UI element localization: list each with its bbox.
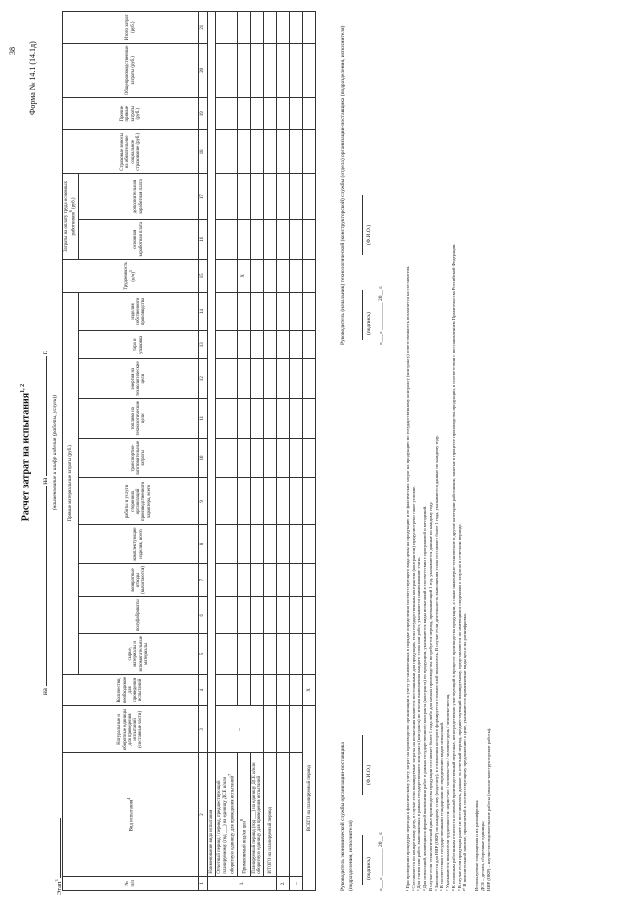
table-row: [264, 12, 277, 891]
table-cell[interactable]: [216, 259, 237, 292]
table-cell[interactable]: [216, 98, 237, 130]
colnum: 3: [199, 706, 208, 753]
table-cell[interactable]: [290, 753, 303, 876]
table-cell[interactable]: [277, 98, 290, 130]
table-cell[interactable]: [250, 331, 264, 359]
table-cell[interactable]: [216, 525, 237, 563]
hdr-c9: работы и услуги сторонних организаций производственного характера, всего: [79, 478, 199, 525]
table-cell[interactable]: [264, 43, 277, 98]
table-cell[interactable]: [303, 398, 316, 438]
colnum: 5: [199, 634, 208, 674]
colnum: 9: [199, 478, 208, 525]
table-cell[interactable]: [290, 563, 303, 597]
table-cell[interactable]: [237, 174, 250, 220]
hdr-units: Натуральные и оборотные единицы для проведения испытаний (составные части): [63, 706, 199, 753]
table-cell[interactable]: [303, 359, 316, 399]
table-cell[interactable]: [290, 597, 303, 634]
footnote: ² Составляется по конкретному делу, в случае если планируемые затраты на испытания являются постоянными для продукции, если государственным контрактом (контрактом) предусмотрено такое условие.: [410, 485, 416, 891]
x-mark: X: [237, 259, 250, 292]
colnum: 16: [199, 219, 208, 259]
table-cell[interactable]: [303, 331, 316, 359]
table-cell[interactable]: [250, 98, 264, 130]
table-cell[interactable]: [216, 359, 237, 399]
footnote: В случае если технологический цикл производства продукции составляет более 1 года либо для начала производства потребуется период, превышающий 1 год, указываются данные по каждому году.: [427, 501, 433, 891]
right-fio-line[interactable]: [362, 195, 363, 255]
table-cell[interactable]: [303, 43, 316, 98]
row-label-text: Отчетный период / период, предшествующий планируемому (год ___) на единицу ДСЕ и/или оборотную единицу для проведения испытаний: [217, 775, 236, 874]
table-cell[interactable]: [264, 398, 277, 438]
hdr-type-sup: 4: [125, 797, 131, 800]
table-cell[interactable]: [216, 219, 237, 259]
abbreviation: ДСЕ – детали, сборочные единицы;: [479, 821, 485, 891]
table-cell[interactable]: [303, 563, 316, 597]
hdr-c19: Прочие прямые затраты (руб.): [63, 98, 199, 130]
table-cell[interactable]: [277, 174, 290, 220]
table-cell[interactable]: [237, 634, 250, 674]
table-cell[interactable]: [264, 292, 277, 330]
hdr-c15: [63, 259, 199, 292]
table-cell[interactable]: [290, 706, 303, 753]
table-cell[interactable]: [237, 292, 250, 330]
colnum: 18: [199, 130, 208, 174]
table-cell[interactable]: [216, 674, 237, 706]
title-text: Расчет затрат на испытания: [20, 392, 32, 522]
table-cell[interactable]: [303, 597, 316, 634]
table-row: [216, 12, 237, 891]
table-cell[interactable]: [277, 12, 290, 44]
table-row: [290, 12, 303, 891]
left-sign-hint: (подпись): [366, 857, 372, 880]
subline-prefix: на: [41, 688, 49, 695]
left-signer-title: Руководитель экономической службы организации-поставщика: [340, 742, 346, 891]
table-cell[interactable]: [237, 331, 250, 359]
table-cell[interactable]: [250, 525, 264, 563]
table-cell[interactable]: [237, 438, 250, 478]
hdr-labor-unit: (руб.): [71, 197, 77, 210]
table-cell[interactable]: [216, 292, 237, 330]
footnote: ⁵ Заполняется для НИР (ОКР) по каждому этапу (подэтапу), в отношении которого формируется стоимостной показатель. В случае если деятельность выполнения этапа составляет более 1 года, указываются данные по каждому году.: [433, 435, 439, 891]
hdr-c15-text: Трудоемкость (н/ч): [124, 261, 137, 290]
table-cell[interactable]: [303, 219, 316, 259]
table-cell[interactable]: [277, 706, 290, 753]
table-cell[interactable]: [303, 98, 316, 130]
table-cell[interactable]: [264, 98, 277, 130]
table-cell[interactable]: [216, 331, 237, 359]
left-fio-line[interactable]: [362, 735, 363, 795]
table-cell[interactable]: [277, 525, 290, 563]
row-label: ИТОГО на планируемый период: [264, 753, 277, 876]
row-label-sup: 7: [226, 773, 232, 776]
stage-label: Этап: [56, 881, 64, 895]
table-cell[interactable]: [277, 597, 290, 634]
table-cell[interactable]: [277, 259, 290, 292]
table-cell[interactable]: [208, 12, 216, 753]
table-row: [237, 12, 250, 891]
table-cell[interactable]: [216, 634, 237, 674]
row-number: ...: [290, 876, 303, 890]
hdr-qty: Количество, необходимое для проведения испытаний: [63, 674, 199, 706]
table-cell[interactable]: [303, 259, 316, 292]
footnote: ¹⁰ В пояснительной записке, прилагаемой к соответствующему предложению о цене, указываются применяемые виды цен и их расшифровка.: [462, 613, 468, 891]
table-cell[interactable]: [264, 597, 277, 634]
table-cell[interactable]: [216, 597, 237, 634]
row-label: Наименование вида испытания: [208, 753, 216, 876]
table-cell[interactable]: [250, 398, 264, 438]
abbreviations-heading: Используемые сокращения и их расшифровка:: [474, 799, 480, 891]
table-cell[interactable]: [290, 12, 303, 44]
colnum: 6: [199, 597, 208, 634]
table-cell[interactable]: [237, 98, 250, 130]
table-cell[interactable]: [250, 259, 264, 292]
footnote: ³ Для этапов или работ, выполняемых в рамках государственного контракта (контракта) по итогам выполнения каждого этапа или работ, указывается наименование этапа.: [416, 557, 422, 891]
table-cell[interactable]: [264, 359, 277, 399]
table-cell[interactable]: [290, 174, 303, 220]
hdr-c20: Общепроизводственные затраты (руб.): [63, 43, 199, 98]
table-cell[interactable]: [290, 292, 303, 330]
table-cell[interactable]: [264, 12, 277, 44]
table-cell[interactable]: [237, 398, 250, 438]
table-cell[interactable]: [277, 438, 290, 478]
table-cell[interactable]: [264, 438, 277, 478]
subline-middle: на: [41, 477, 49, 485]
abbreviation: НИР (ОКР) – научно-исследовательские работы (опытно-конструкторские работы).: [485, 727, 491, 891]
footnotes: [405, 11, 491, 891]
hdr-labor-group: [63, 174, 79, 259]
table-cell[interactable]: [303, 634, 316, 674]
table-cell[interactable]: [237, 12, 250, 44]
units-dots: ...: [216, 706, 264, 753]
cost-table: [62, 11, 316, 891]
table-cell[interactable]: [250, 219, 264, 259]
table-cell[interactable]: [250, 130, 264, 174]
form-number: Форма № 14.1 (14.1д): [28, 41, 37, 115]
hdr-material-group: Прямые материальные затраты (руб.): [63, 292, 79, 674]
table-cell[interactable]: [237, 130, 250, 174]
grand-total-row: [303, 12, 316, 891]
colnum: 19: [199, 98, 208, 130]
page-number: 38: [8, 47, 17, 55]
table-cell[interactable]: [277, 478, 290, 525]
colnum: 10: [199, 438, 208, 478]
stage-sup: 3: [54, 879, 59, 882]
table-cell[interactable]: [250, 359, 264, 399]
column-number-row: [199, 12, 208, 891]
subline-hint: (наименование и шифр изделия (работы, услуги)): [52, 394, 58, 511]
colnum: 11: [199, 398, 208, 438]
table-cell[interactable]: [264, 674, 277, 706]
hdr-c8: комплектующие изделия, всего: [79, 525, 199, 563]
header-row-1: [63, 12, 79, 891]
table-cell[interactable]: [250, 12, 264, 44]
colnum: 14: [199, 292, 208, 330]
hdr-no: № п/п: [63, 876, 199, 890]
hdr-c13: тара и упаковка: [79, 331, 199, 359]
right-sign-hint: (подпись): [366, 312, 372, 335]
table-cell[interactable]: [237, 219, 250, 259]
table-cell[interactable]: [277, 398, 290, 438]
table-cell[interactable]: [250, 634, 264, 674]
subline-suffix: г.: [41, 350, 49, 355]
hdr-c18: Страховые взносы на обязательное социальное страхование (руб.): [63, 130, 199, 174]
table-cell[interactable]: [237, 674, 250, 706]
table-cell[interactable]: [264, 478, 277, 525]
row-label-text: Применяемый вид/ки цен: [242, 821, 248, 874]
hdr-c10: транспортно-заготовительные затраты: [79, 438, 199, 478]
table-cell[interactable]: [290, 259, 303, 292]
table-row: [208, 12, 216, 891]
table-cell[interactable]: [264, 130, 277, 174]
table-cell[interactable]: [277, 292, 290, 330]
left-date: «___» __________ 20__ г.: [378, 831, 384, 891]
table-cell[interactable]: [264, 706, 277, 753]
colnum: 15: [199, 259, 208, 292]
table-cell[interactable]: [277, 753, 290, 876]
row-label: Планируемый период (год ___) на единицу ДСЕ и/или оборотную единицу для проведения испытаний: [250, 753, 264, 876]
table-row: [277, 12, 290, 891]
hdr-c21: Итого затрат (руб.): [63, 12, 199, 44]
table-cell[interactable]: [216, 438, 237, 478]
table-cell[interactable]: [250, 563, 264, 597]
table-cell[interactable]: [277, 359, 290, 399]
table-cell[interactable]: [290, 331, 303, 359]
left-sign-line[interactable]: [362, 835, 363, 885]
table-cell[interactable]: [264, 563, 277, 597]
colnum: 21: [199, 12, 208, 44]
table-cell[interactable]: [216, 398, 237, 438]
table-cell[interactable]: [264, 634, 277, 674]
table-cell[interactable]: [216, 43, 237, 98]
left-signer-hint: (подразделения, исполнителя): [348, 820, 354, 891]
table-cell[interactable]: [237, 563, 250, 597]
table-cell[interactable]: [290, 130, 303, 174]
table-cell[interactable]: [290, 398, 303, 438]
row-label-sup: 8: [238, 819, 244, 822]
table-cell[interactable]: [237, 597, 250, 634]
table-cell[interactable]: [303, 525, 316, 563]
table-row: [250, 12, 264, 891]
hdr-c16: основная заработная плата: [79, 219, 199, 259]
hdr-labor-sup: 6: [68, 210, 74, 213]
table-cell[interactable]: [264, 331, 277, 359]
colnum: 20: [199, 43, 208, 98]
table-cell[interactable]: [264, 525, 277, 563]
table-cell[interactable]: [237, 525, 250, 563]
table-cell[interactable]: [216, 174, 237, 220]
table-cell[interactable]: [303, 292, 316, 330]
hdr-c14: изделия собственного производства: [79, 292, 199, 330]
right-sign-line[interactable]: [362, 290, 363, 340]
grand-total-label: ВСЕГО на планируемый период: [303, 706, 316, 891]
hdr-c6: полуфабрикаты: [79, 597, 199, 634]
right-signer-title: Руководитель (начальник) технологической (конструкторской) службы (отдела) организации-поставщика (подразделения, исполнителя): [340, 25, 346, 345]
hdr-c5: сырье, материалы и вспомогательные материалы: [79, 634, 199, 674]
table-cell[interactable]: [277, 563, 290, 597]
table-cell[interactable]: [303, 438, 316, 478]
table-cell[interactable]: [216, 478, 237, 525]
grand-total-x: X: [303, 674, 316, 706]
table-cell[interactable]: [250, 597, 264, 634]
table-cell[interactable]: [250, 43, 264, 98]
footnote: ⁹ В случае если продукция ранее не поставлялась, данные за отчетный период, предшествующий планируемому, представляются по имеющимся сведениям о затратах в отчетном периоде.: [456, 523, 462, 891]
hdr-c15-sup: 5: [128, 270, 134, 273]
table-cell[interactable]: [290, 43, 303, 98]
hdr-type: [63, 753, 199, 876]
footnote: ¹ При проведении процедуры перехода к фактическому учету затрат на производство организации к учету установленных в порядке определения соответствующего вида цены на продукцию и ее фактических затрат на продукцию по государственному контракту (контракту) ответственность возлагается на составителя.: [405, 265, 410, 891]
row-label: [216, 753, 237, 876]
footnote: ⁸ К основным работникам относится основной производственный персонал, непосредственно участвующий в процессе производства продукции, а также инженерно-технические и другие категории работников, занятые в процессе производства продукции, в соответствии с постановлением Правительства Российской Федерации.: [450, 243, 456, 891]
row-label: [237, 753, 250, 876]
hdr-labor-text: Затраты на оплату труда основных работников: [64, 181, 77, 252]
table-cell[interactable]: [303, 478, 316, 525]
table-cell[interactable]: [237, 359, 250, 399]
colnum: 12: [199, 359, 208, 399]
table-cell[interactable]: [290, 359, 303, 399]
table-cell[interactable]: [290, 525, 303, 563]
table-cell[interactable]: [290, 438, 303, 478]
footnote: ⁴ Для испытаний, являющихся формой выполнения работ в рамках государственного контракта (контракта) по продукции, указываются виды испытаний в соответствии с программой и методикой.: [422, 505, 428, 891]
hdr-c7: возвратные отходы (вычитаются): [79, 563, 199, 597]
row-number: 1.: [208, 876, 277, 890]
left-fio-hint: (Ф.И.О.): [366, 764, 372, 785]
table-cell[interactable]: [264, 219, 277, 259]
footnote: ⁷ Указываются показатели трудоемкости: нормо-час / человеко-час / человеко-день / человеко-месяц.: [445, 693, 451, 891]
title-sup: 1, 2: [20, 383, 26, 393]
table-cell[interactable]: [303, 12, 316, 44]
table-cell[interactable]: [250, 674, 264, 706]
table-cell[interactable]: [277, 130, 290, 174]
table-cell[interactable]: [216, 563, 237, 597]
colnum: 8: [199, 525, 208, 563]
table-cell[interactable]: [216, 12, 237, 44]
hdr-c12: энергия на технологические цели: [79, 359, 199, 399]
table-cell[interactable]: [277, 219, 290, 259]
table-cell[interactable]: [264, 259, 277, 292]
table-cell[interactable]: [237, 43, 250, 98]
table-cell[interactable]: [277, 674, 290, 706]
colnum: 1: [199, 876, 208, 890]
right-date: «___» __________ 20__ г.: [378, 285, 384, 345]
table-cell[interactable]: [250, 292, 264, 330]
colnum: 2: [199, 753, 208, 876]
title-subline: [40, 350, 49, 695]
row-number: 2.: [277, 876, 290, 890]
table-cell[interactable]: [303, 174, 316, 220]
table-cell[interactable]: [290, 634, 303, 674]
table-cell[interactable]: [290, 478, 303, 525]
table-cell[interactable]: [216, 130, 237, 174]
table-cell[interactable]: [250, 478, 264, 525]
colnum: 17: [199, 174, 208, 220]
page-title: [20, 0, 31, 905]
table-cell[interactable]: [250, 174, 264, 220]
footnote: ⁶ В соответствии с государственными стандартами по определению видов испытаний.: [439, 721, 445, 891]
hdr-c17: дополнительная заработная плата: [79, 174, 199, 220]
table-cell[interactable]: [277, 43, 290, 98]
colnum: 4: [199, 674, 208, 706]
table-cell[interactable]: [277, 634, 290, 674]
table-cell[interactable]: [250, 438, 264, 478]
table-cell[interactable]: [264, 174, 277, 220]
colnum: 13: [199, 331, 208, 359]
colnum: 7: [199, 563, 208, 597]
table-cell[interactable]: [237, 478, 250, 525]
hdr-c11: топливо на технологические цели: [79, 398, 199, 438]
table-cell[interactable]: [290, 674, 303, 706]
hdr-type-text: Вид испытания: [129, 799, 135, 832]
table-cell[interactable]: [290, 98, 303, 130]
table-cell[interactable]: [303, 130, 316, 174]
table-cell[interactable]: [290, 219, 303, 259]
table-cell[interactable]: [277, 331, 290, 359]
right-fio-hint: (Ф.И.О.): [366, 224, 372, 245]
